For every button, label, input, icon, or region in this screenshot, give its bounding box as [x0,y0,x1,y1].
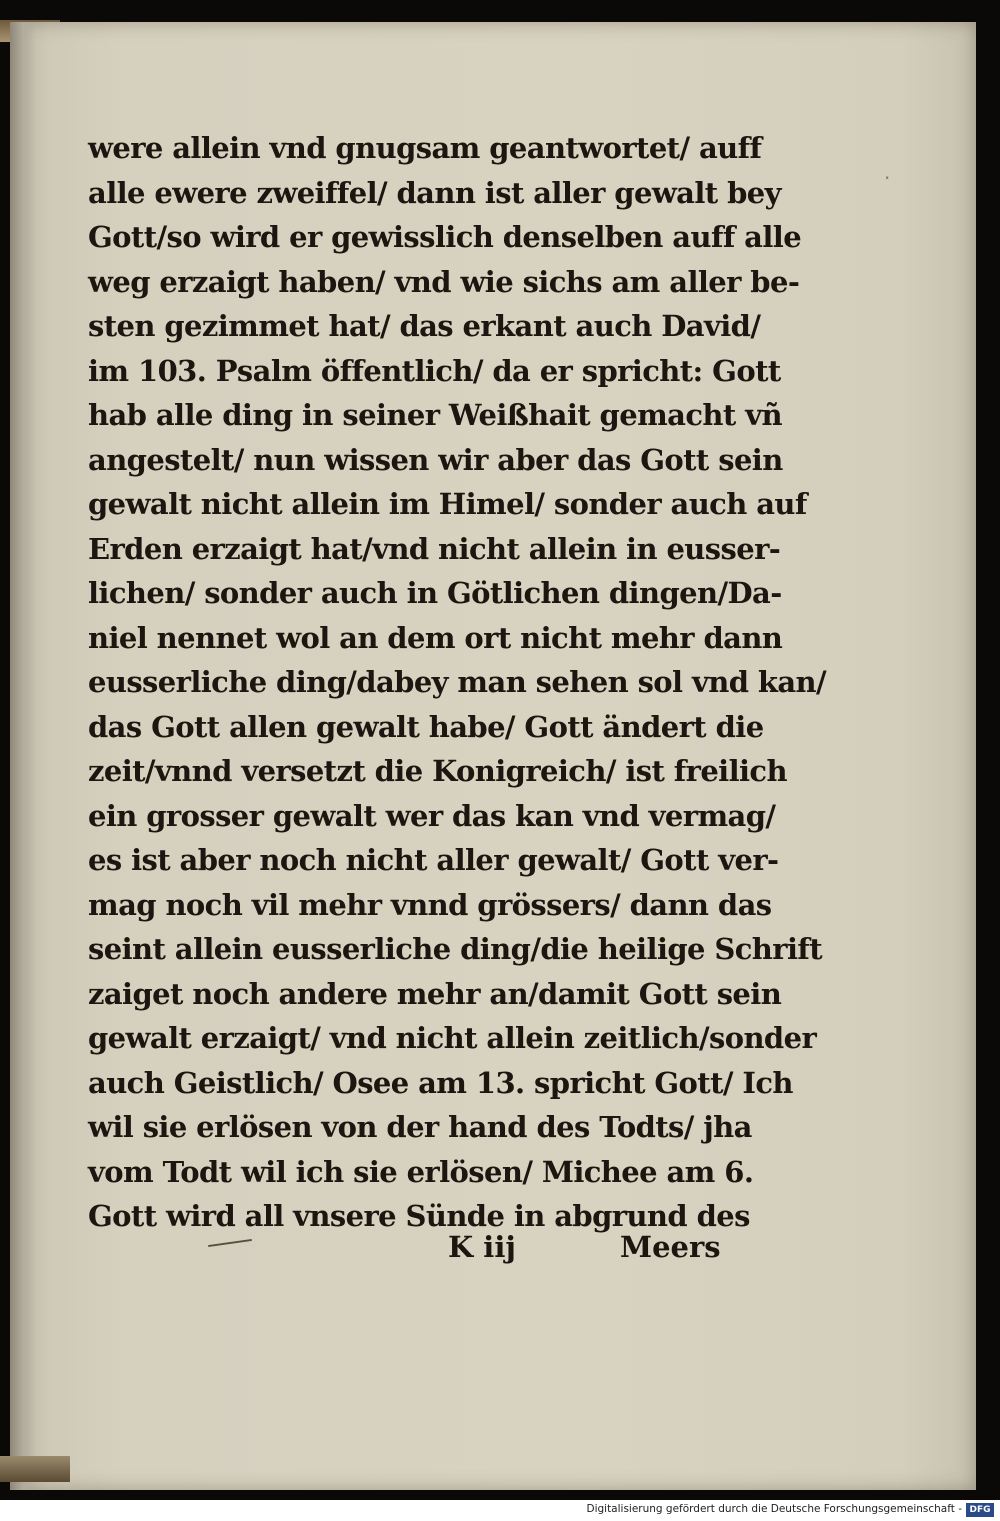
text-line: im 103. Psalm öffentlich/ da er spricht: Gott [88,353,781,388]
text-line: zaiget noch andere mehr an/damit Gott sein [88,976,782,1011]
page-text-block [88,126,827,1239]
catchword: Meers [620,1230,721,1264]
text-line: gewalt nicht allein im Himel/ sonder auch auf [88,487,807,521]
text-line: es ist aber noch nicht aller gewalt/ Gott ver- [88,843,779,877]
text-line: sten gezimmet hat/ das erkant auch David/ [88,309,761,343]
text-line: Gott/so wird er gewisslich denselben auff alle [88,220,802,254]
text-line: Erden erzaigt hat/vnd nicht allein in eusser- [88,531,781,566]
text-line: mag noch vil mehr vnnd grössers/ dann das [88,887,772,922]
catchline [88,1230,748,1270]
text-line: gewalt erzaigt/ vnd nicht allein zeitlich/sonder [88,1021,817,1055]
text-line: niel nennet wol an dem ort nicht mehr dann [88,620,783,655]
text-line: seint allein eusserliche ding/die heilige Schrift [88,932,823,966]
binding-edge-bottom [0,1456,70,1482]
text-line: angestelt/ nun wissen wir aber das Gott sein [88,442,783,477]
text-line: Gott wird all vnsere Sünde in abgrund des [88,1199,750,1233]
text-line: lichen/ sonder auch in Götlichen dingen/Da- [88,576,782,610]
signature-mark: K iij [448,1230,516,1264]
text-line: ein grosser gewalt wer das kan vnd vermag/ [88,798,776,833]
margin-mark: · [884,166,891,190]
text-line: weg erzaigt haben/ vnd wie sichs am aller be- [88,264,800,299]
text-line: hab alle ding in seiner Weißhait gemacht vñ [88,398,782,432]
funding-notice: Digitalisierung gefördert durch die Deutsche Forschungsgemeinschaft - [586,1503,962,1515]
text-line: das Gott allen gewalt habe/ Gott ändert die [88,709,764,744]
footer-bar [0,1500,1000,1521]
dfg-logo: DFG [966,1503,994,1517]
text-line: eusserliche ding/dabey man sehen sol vnd kan/ [88,665,827,699]
text-line: were allein vnd gnugsam geantwortet/ auff [88,131,762,165]
text-line: vom Todt wil ich sie erlösen/ Michee am 6. [88,1154,754,1189]
text-line: auch Geistlich/ Osee am 13. spricht Gott/ Ich [88,1065,793,1100]
text-line: wil sie erlösen von der hand des Todts/ jha [88,1110,752,1144]
pen-stroke-mark [208,1239,252,1247]
text-line: zeit/vnnd versetzt die Konigreich/ ist freilich [88,754,787,788]
text-line: alle ewere zweiffel/ dann ist aller gewalt bey [88,175,781,210]
